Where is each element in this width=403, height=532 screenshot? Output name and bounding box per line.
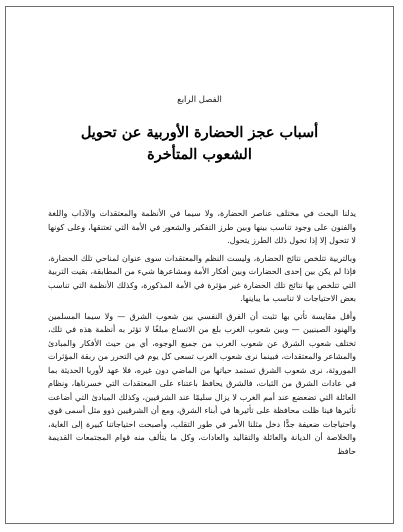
body-text — [48, 207, 356, 462]
paragraph: وبالتربية تتلخص نتائج الحضارة، وليست النظم والمعتقدات سوى عنوان لمناحي تلك الحضارة، فإذا لم يكن بين إحدى الحضارات وبين أفكار الأمة ومشاعرها شيء من المطابقة، بقيت التربية التي تتلخص بها نتائج تلك الحضارة غير مؤثرة في الأمة المذكورة، وكذلك الأنظمة التي تناسب بعض الاحتياجات لا تناسب ما يباينها. — [48, 253, 356, 303]
chapter-title-line-1: أسباب عجز الحضارة الأوربية عن تحويل — [80, 124, 319, 141]
chapter-title-line-2: الشعوب المتأخرة — [147, 146, 252, 163]
paragraph: وأقل مقايسة تأتي بها تثبت أن الفرق النفسي بين شعوب الشرق — ولا سيما المسلمين والهنود الصينيين — وبين شعوب الغرب بلغ من الاتساع مبلغًا لا تؤثر به أنظمة هذه في تلك، تختلف شعوب الشرق عن شعوب الغرب من جميع الوجوه، أي من حيث الأفكار والمبادئ والمشاعر والمعتقدات، فبينما نرى شعوب الغرب تسعى كل يوم في التحرر من ربقة المؤثرات الموروثة، نرى شعوب الشرق تستمد حياتها من الماضي دون غيره، فلا عهد لأوربا الحديثة بما في عادات الشرق من الثبات، فالشرق يحافظ باعتناء على المعتقدات التي خسرناها، ونظام العائلة التي تضعضع عند أمم الغرب لا يزال سليمًا عند الشرقيين، وكذلك المبادئ التي أضاعت تأثيرها فينا ظلت محافظة على تأثيرها في أبناء الشرق، ومع أن الشرقيين ذوو مثل أسمى قوي واحتياجات ضعيفة جدًّا دخل مثلنا الأمر في طور التقلب، وأصبحت احتياجاتنا كبيرة إلى الغاية، والخلاصة أن الديانة والعائلة والتقاليد والعادات، وكل ما يتألف منه قوام المجتمعات القديمة حافظ — [48, 311, 356, 456]
chapter-label: الفصل الرابع — [177, 95, 222, 105]
chapter-title — [36, 122, 363, 166]
paragraph: يدلنا البحث في مختلف عناصر الحضارة، ولا سيما في الأنظمة والمعتقدات والآداب واللغة والفنون على وجود تناسب بينها وبين طرز التفكير والشعور في الأمة التي تعتنقها، وعلى كونها لا تتحول إلا إذا تحول ذلك الطرز يتحول. — [48, 209, 356, 245]
book-page — [5, 6, 394, 524]
